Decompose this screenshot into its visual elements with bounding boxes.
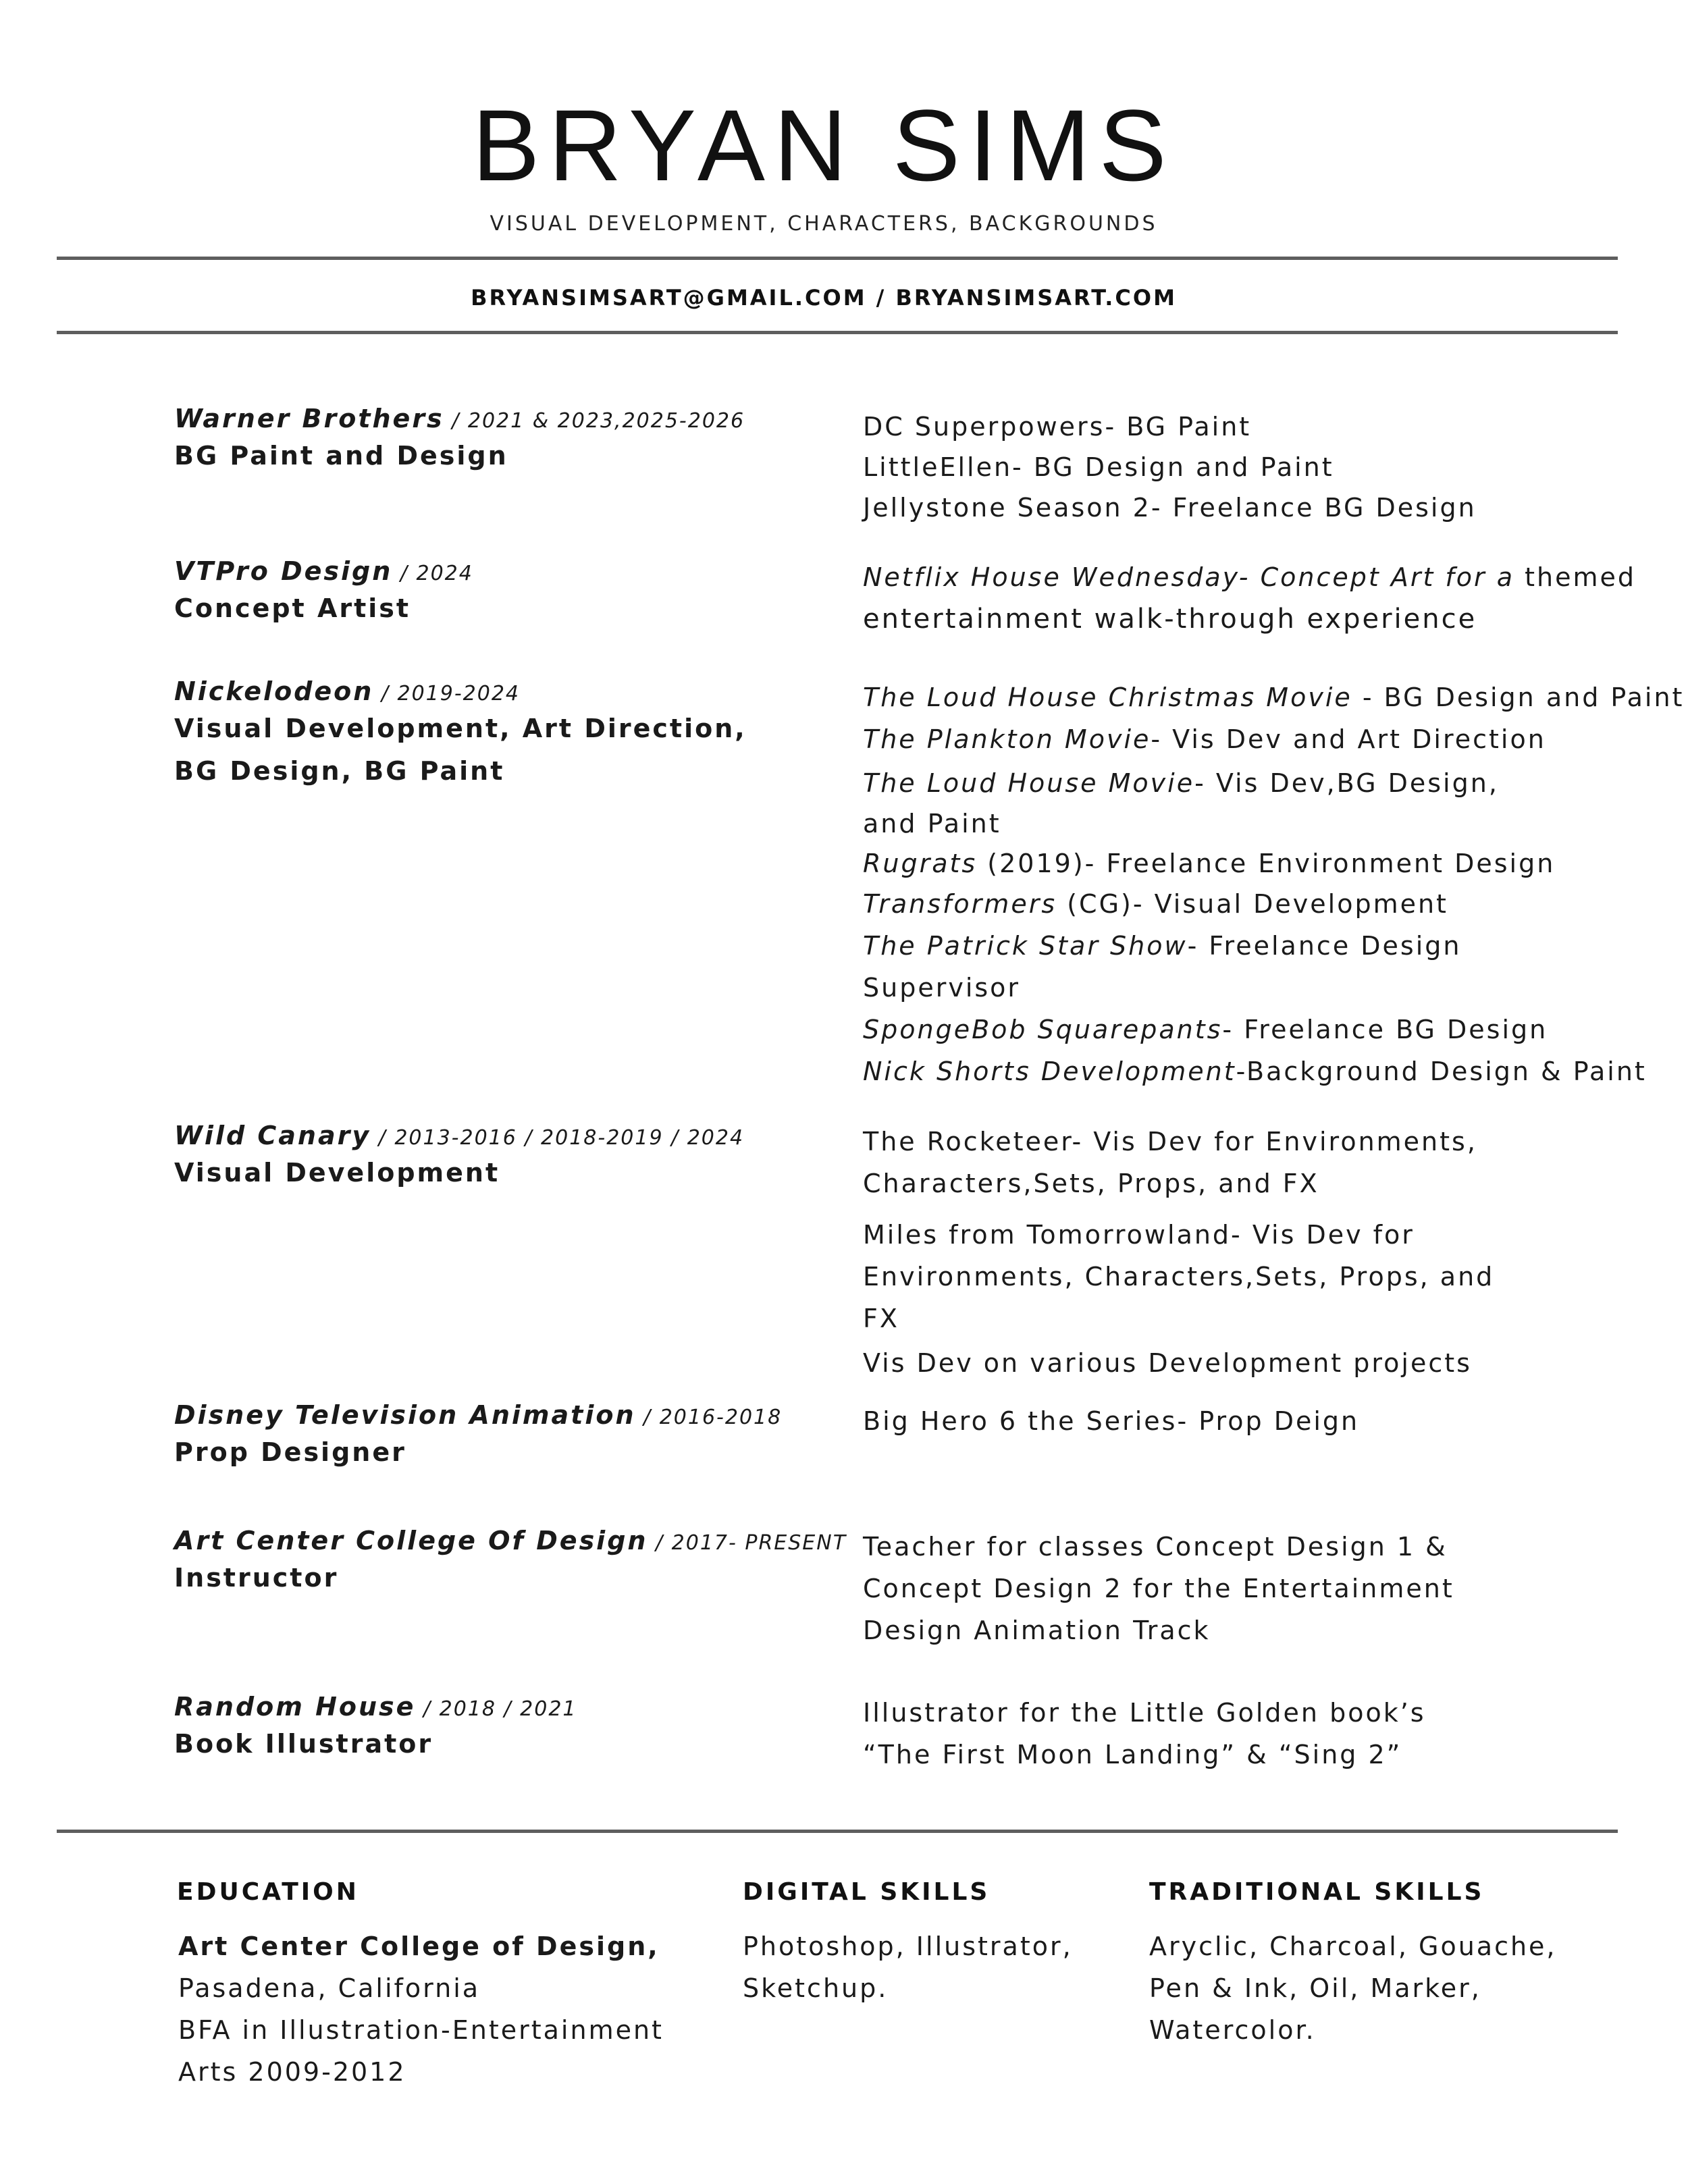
project-desc: LittleEllen- BG Design and Paint bbox=[863, 452, 1334, 482]
project-desc: Teacher for classes Concept Design 1 & Concept Design 2 for the Entertainment Design Animation Track bbox=[863, 1532, 1454, 1645]
company-label: VTPro Design bbox=[174, 556, 393, 586]
project-title: Transformers bbox=[863, 889, 1057, 919]
company-name bbox=[174, 676, 849, 708]
project-desc: entertainment walk-through experience bbox=[863, 604, 1477, 635]
traditional-skills-line: Watercolor. bbox=[1149, 2015, 1316, 2045]
project-desc: - Vis Dev,BG Design, and Paint bbox=[863, 768, 1499, 838]
digital-skills-line: Sketchup. bbox=[743, 1973, 889, 2003]
project-item bbox=[863, 1121, 1511, 1204]
project-title: Nick Shorts Development bbox=[863, 1057, 1236, 1086]
project-item bbox=[863, 556, 1637, 598]
project-desc: DC Superpowers- BG Paint bbox=[863, 412, 1252, 442]
job-dates: / 2024 bbox=[392, 562, 473, 585]
project-list bbox=[863, 556, 1637, 640]
project-desc: - Freelance Design Supervisor bbox=[863, 931, 1462, 1003]
project-item bbox=[863, 1214, 1538, 1339]
project-title: SpongeBob Squarepants bbox=[863, 1015, 1223, 1044]
project-desc: -Background Design & Paint bbox=[1236, 1057, 1647, 1086]
job-heading bbox=[174, 676, 849, 793]
project-item bbox=[863, 763, 1538, 844]
education-degree-years: Arts 2009-2012 bbox=[178, 2057, 406, 2087]
education-body bbox=[178, 1925, 718, 2093]
job-heading bbox=[174, 1692, 849, 1765]
project-desc: The Rocketeer- Vis Dev for Environments, Characters,Sets, Props, and FX bbox=[863, 1127, 1477, 1198]
project-desc: Illustrator for the Little Golden book’s “The First Moon Landing” & “Sing 2” bbox=[863, 1698, 1426, 1769]
job-role: Visual Development bbox=[174, 1157, 500, 1188]
project-desc: Vis Dev on various Development projects bbox=[863, 1348, 1472, 1378]
project-list bbox=[863, 406, 1619, 528]
job-heading bbox=[174, 404, 849, 477]
job-heading bbox=[174, 1400, 849, 1474]
job-dates: / 2021 & 2023,2025-2026 bbox=[444, 409, 745, 433]
job-dates: / 2019-2024 bbox=[373, 682, 521, 705]
job-role: BG Design, BG Paint bbox=[174, 755, 505, 786]
project-title: The Plankton Movie bbox=[863, 724, 1151, 754]
header-rule-top bbox=[57, 257, 1618, 260]
job-role: Visual Development, Art Direction, bbox=[174, 713, 747, 743]
company-name bbox=[174, 1692, 849, 1723]
job-dates: / 2018 / 2021 bbox=[415, 1697, 577, 1721]
project-list bbox=[863, 1692, 1619, 1776]
project-item bbox=[863, 1692, 1471, 1776]
project-item bbox=[863, 676, 1685, 718]
education-heading: EDUCATION bbox=[177, 1878, 359, 1906]
company-name bbox=[174, 1526, 849, 1557]
project-title: Netflix House Wednesday- Concept Art for a bbox=[863, 562, 1515, 592]
project-desc: Big Hero 6 the Series- Prop Deign bbox=[863, 1406, 1360, 1436]
project-item bbox=[863, 598, 1619, 640]
job-dates: / 2013-2016 / 2018-2019 / 2024 bbox=[371, 1126, 745, 1150]
job-heading bbox=[174, 1121, 849, 1194]
header-rule-bottom bbox=[57, 331, 1618, 334]
project-list bbox=[863, 1121, 1619, 1384]
project-desc: Miles from Tomorrowland- Vis Dev for Environments, Characters,Sets, Props, and FX bbox=[863, 1220, 1495, 1333]
education-school: Art Center College of Design, bbox=[178, 1932, 660, 1961]
project-title: The Loud House Christmas Movie bbox=[863, 683, 1352, 712]
job-dates: / 2017- PRESENT bbox=[648, 1531, 847, 1555]
project-desc: themed bbox=[1514, 562, 1637, 592]
project-item bbox=[863, 1526, 1491, 1651]
company-name bbox=[174, 556, 849, 587]
digital-skills-heading: DIGITAL SKILLS bbox=[743, 1878, 991, 1906]
company-label: Art Center College Of Design bbox=[174, 1526, 648, 1555]
company-name bbox=[174, 404, 849, 435]
job-heading bbox=[174, 556, 849, 630]
traditional-skills-line: Aryclic, Charcoal, Gouache, bbox=[1149, 1932, 1557, 1961]
project-item bbox=[863, 447, 1619, 487]
company-label: Disney Television Animation bbox=[174, 1400, 636, 1430]
job-role: Concept Artist bbox=[174, 593, 411, 623]
company-label: Wild Canary bbox=[174, 1121, 371, 1150]
project-list bbox=[863, 676, 1685, 1092]
job-role: Prop Designer bbox=[174, 1437, 406, 1467]
education-location: Pasadena, California bbox=[178, 1973, 481, 2003]
project-item bbox=[863, 406, 1619, 447]
job-role: Book Illustrator bbox=[174, 1728, 433, 1759]
project-desc: Jellystone Season 2- Freelance BG Design bbox=[863, 493, 1477, 523]
company-label: Random House bbox=[174, 1692, 416, 1722]
project-desc: - BG Design and Paint bbox=[1352, 683, 1685, 712]
project-title: The Loud House Movie bbox=[863, 768, 1195, 798]
company-name bbox=[174, 1121, 849, 1152]
traditional-skills-body bbox=[1149, 1925, 1595, 2051]
company-label: Warner Brothers bbox=[174, 404, 444, 433]
project-item bbox=[863, 1050, 1647, 1092]
company-name bbox=[174, 1400, 849, 1431]
project-desc: (CG)- Visual Development bbox=[1057, 889, 1448, 919]
job-dates: / 2016-2018 bbox=[635, 1406, 783, 1429]
project-title: Rugrats bbox=[863, 849, 978, 878]
education-degree: BFA in Illustration-Entertainment bbox=[178, 2015, 664, 2045]
traditional-skills-heading: TRADITIONAL SKILLS bbox=[1149, 1878, 1485, 1906]
project-desc: - Freelance BG Design bbox=[1222, 1015, 1548, 1044]
project-item bbox=[863, 1342, 1619, 1384]
project-desc: (2019)- Freelance Environment Design bbox=[977, 849, 1556, 878]
project-item bbox=[863, 1400, 1619, 1442]
project-item bbox=[863, 718, 1619, 760]
resume-name: BRYAN SIMS bbox=[472, 88, 1176, 202]
project-item bbox=[863, 487, 1619, 528]
contact-line: BRYANSIMSART@GMAIL.COM / BRYANSIMSART.COM bbox=[471, 285, 1177, 311]
project-list bbox=[863, 1400, 1619, 1442]
resume-tagline: VISUAL DEVELOPMENT, CHARACTERS, BACKGROUNDS bbox=[490, 212, 1158, 236]
digital-skills-line: Photoshop, Illustrator, bbox=[743, 1932, 1073, 1961]
footer-rule bbox=[57, 1830, 1618, 1833]
project-item bbox=[863, 925, 1471, 1009]
digital-skills-body bbox=[743, 1925, 1121, 2009]
project-title: The Patrick Star Show bbox=[863, 931, 1188, 961]
project-list bbox=[863, 1526, 1619, 1651]
project-item bbox=[863, 883, 1619, 925]
traditional-skills-line: Pen & Ink, Oil, Marker, bbox=[1149, 1973, 1481, 2003]
project-item bbox=[863, 1009, 1619, 1050]
project-desc: - Vis Dev and Art Direction bbox=[1151, 724, 1546, 754]
company-label: Nickelodeon bbox=[174, 676, 374, 706]
job-role: Instructor bbox=[174, 1562, 339, 1593]
job-role: BG Paint and Design bbox=[174, 440, 508, 471]
job-heading bbox=[174, 1526, 849, 1599]
project-item bbox=[863, 844, 1619, 883]
